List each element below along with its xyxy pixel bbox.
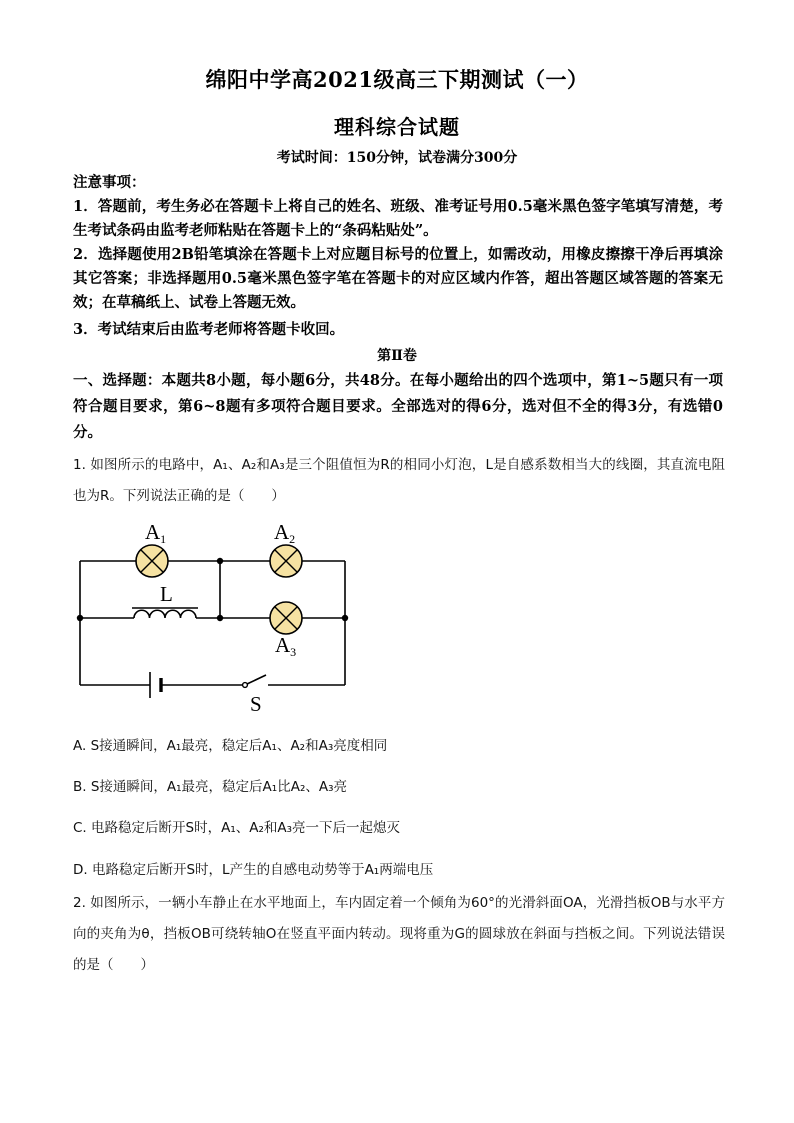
question-2-text: 2. 如图所示，一辆小车静止在水平地面上，车内固定着一个倾角为60°的光滑斜面OA，光滑挡板OB与水平方向的夹角为θ，挡板OB可绕转轴O在竖直平面内转动。现将重为G的圆球放在斜面与挡板之间。下列说法错误的是（ ） bbox=[73, 895, 725, 973]
section-instructions: 一、选择题：本题共8小题，每小题6分，共48分。在每小题给出的四个选项中，第1~5题只有一项符合题目要求，第6~8题有多项符合题目要求。全部选对的得6分，选对但不全的得3分，有选错0分。 bbox=[73, 372, 723, 441]
inductor-label: L bbox=[160, 582, 173, 606]
notice-heading: 注意事项： bbox=[73, 174, 146, 191]
inductor-coil bbox=[132, 608, 198, 618]
exam-info: 考试时间：150分钟，试卷满分300分 bbox=[276, 150, 518, 166]
lamp-a2 bbox=[270, 545, 302, 577]
exam-subtitle: 理科综合试题 bbox=[334, 115, 460, 139]
notice-item-1: 1．答题前，考生务必在答题卡上将自己的姓名、班级、准考证号用0.5毫米黑色签字笔填写清楚，考生考试条码由监考老师粘贴在答题卡上的“条码粘贴处”。 bbox=[73, 198, 723, 239]
question-1-option-c: C. 电路稳定后断开S时，A₁、A₂和A₃亮一下后一起熄灭 bbox=[73, 820, 401, 836]
switch-label: S bbox=[250, 692, 262, 716]
lamp-a3 bbox=[270, 602, 302, 634]
circuit-diagram bbox=[70, 512, 360, 718]
question-1-text: 1. 如图所示的电路中，A₁、A₂和A₃是三个阻值恒为R的相同小灯泡，L是自感系数相当大的线圈，其直流电阻也为R。下列说法正确的是（ ） bbox=[73, 457, 725, 504]
exam-title: 绵阳中学高2021级高三下期测试（一） bbox=[205, 67, 589, 92]
switch bbox=[243, 675, 266, 687]
lamp-a3-label: A3 bbox=[275, 633, 297, 659]
notice-item-2: 2．选择题使用2B铅笔填涂在答题卡上对应题目标号的位置上，如需改动，用橡皮擦擦干净后再填涂其它答案；非选择题用0.5毫米黑色签字笔在答题卡的对应区域内作答，超出答题区域答题的答案无效；在草稿纸上、试卷上答题无效。 bbox=[73, 246, 723, 311]
question-1-option-b: B. S接通瞬间，A₁最亮，稳定后A₁比A₂、A₃亮 bbox=[73, 779, 348, 795]
lamp-a2-label: A2 bbox=[274, 520, 296, 546]
notice-item-3: 3．考试结束后由监考老师将答题卡收回。 bbox=[73, 321, 345, 338]
battery bbox=[150, 672, 161, 698]
lamp-a1-label: A1 bbox=[145, 520, 167, 546]
junction-dots bbox=[77, 558, 348, 621]
question-1-option-d: D. 电路稳定后断开S时，L产生的自感电动势等于A₁两端电压 bbox=[73, 862, 434, 878]
section-title: 第Ⅱ卷 bbox=[377, 348, 417, 364]
question-1-option-a: A. S接通瞬间，A₁最亮，稳定后A₁、A₂和A₃亮度相同 bbox=[73, 738, 388, 754]
lamp-a1 bbox=[136, 545, 168, 577]
